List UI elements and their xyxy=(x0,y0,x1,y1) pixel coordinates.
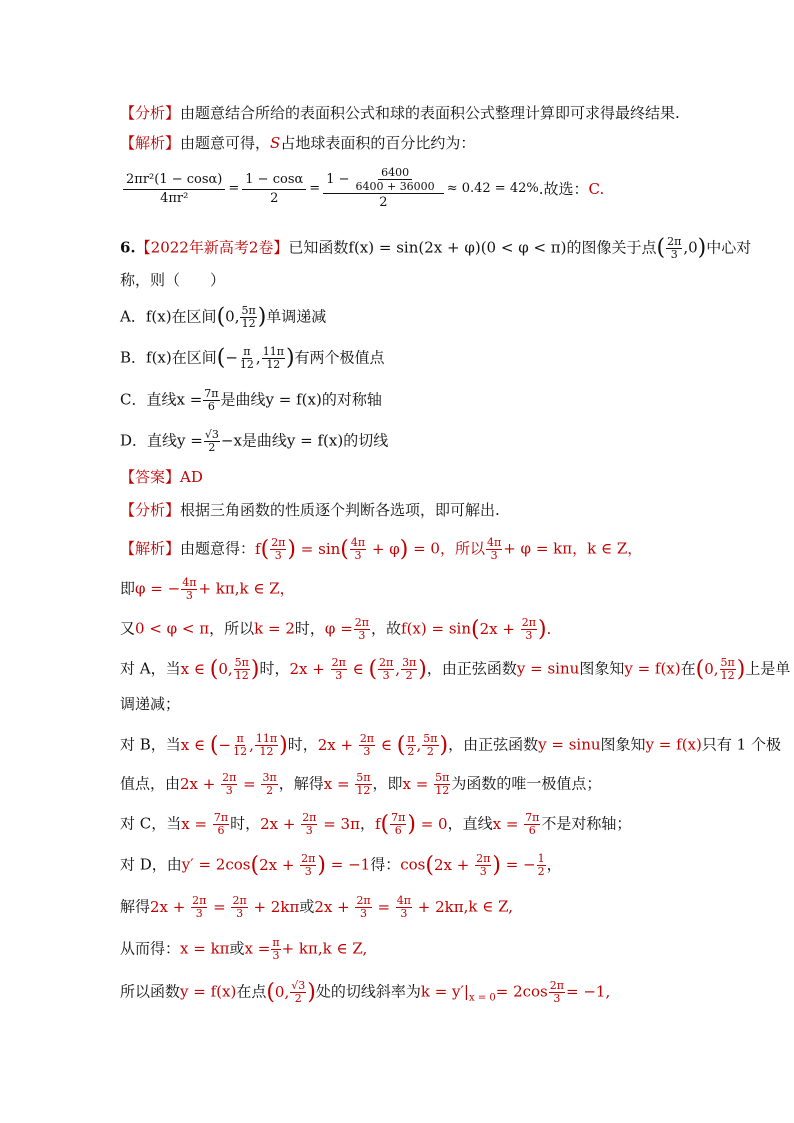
solution-step-a-cont: 调递减； xyxy=(120,695,181,713)
option-d: D．直线y = $\frac{√3}{2}$ −x是曲线y = f(x)的切线 xyxy=(120,428,389,454)
analysis-line-prev xyxy=(120,103,680,123)
answer-line: 【答案】AD xyxy=(120,468,203,486)
solution-step-3: 又0 < φ < π，所以k = 2时，φ = $\frac{2\pi}{3}$ ，故f(x) = sin(2x + $\frac{2\pi}{3}$ ). xyxy=(120,616,552,642)
option-c: C．直线x = $\frac{7\pi}{6}$ 是曲线y = f(x)的对称轴 xyxy=(120,387,382,413)
question-6-stem: 6.【2022年新高考2卷】已知函数f(x) = sin(2x + φ)(0 < φ < π)的图像关于点( $\frac{2\pi}{3}$ ,0)中心对 xyxy=(120,235,752,261)
fraction-1: $\frac{\text{2πr²(1 − cosα)}}{\text{4πr²}}$ xyxy=(123,171,225,208)
exam-source-tag: 【2022年新高考2卷】 xyxy=(135,238,289,257)
solution-step-1: 【解析】由题意得：f( $\frac{2\pi}{3}$ ) = sin( $\frac{4\pi}{3}$ + φ) = 0，所以 $\frac{4\pi}{3}$ + φ = kπ，k ∈ Z， xyxy=(120,536,643,562)
solution-step-d-3: 从而得：x = kπ或x = $\frac{\pi}{3}$ + kπ,k ∈ Z, xyxy=(120,936,368,962)
solution-step-b-cont: 值点，由2x + $\frac{2\pi}{3}$ = $\frac{3\pi}{2}$ ，解得x = $\frac{5\pi}{12}$ ，即x = $\frac{5\pi}{12}$ 为函数的唯一极值点； xyxy=(120,771,602,797)
analysis-line: 【分析】根据三角函数的性质逐个判断各选项，即可解出. xyxy=(120,501,500,519)
fraction-2: $\frac{1 - \cos\alpha}{2}$ xyxy=(242,171,306,208)
solution-step-d-4: 所以函数y = f(x)在点(0, $\frac{√3}{2}$ )处的切线斜率为$k = y'|_{x = 0}= 2\cos$ $\frac{2\pi}{3}$ = −1, xyxy=(120,979,611,1005)
percentage-formula: $\frac{\text{2πr²(1 − cosα)}}{\text{4πr²}}$ = $\frac{1 - \cos\alpha}{2}$ = 1 − $\frac{6400}{6400 + 36000}$ 2 ≈ 0.42 = 42% .故选： C. xyxy=(120,163,604,215)
approx-value: ≈ 0.42 = 42% xyxy=(446,181,539,196)
solution-text-2: 占地球表面积的百分比约为： xyxy=(280,134,476,152)
solution-line-prev xyxy=(120,133,475,153)
analysis-tag: 【分析】 xyxy=(120,104,181,122)
variable-s: S xyxy=(270,134,281,152)
solution-step-a: 对 A，当x ∈ (0, $\frac{5\pi}{12}$ )时，2x + $\frac{2\pi}{3}$ ∈ ( $\frac{2\pi}{3}$ , $\frac{3\pi}{2}$ )，由正弦函数y = sinu图象知y = f(x)在(0, $\frac{5\pi}{12}$ )上是单 xyxy=(120,656,791,682)
option-b: B．f(x)在区间(− $\frac{\pi}{12}$ , $\frac{11\pi}{12}$ )有两个极值点 xyxy=(120,345,385,371)
analysis-text: 由题意结合所给的表面积公式和球的表面积公式整理计算即可求得最终结果. xyxy=(180,104,680,122)
solution-step-2: 即φ = − $\frac{4\pi}{3}$ + kπ,k ∈ Z， xyxy=(120,576,295,602)
solution-step-d: 对 D，由y′ = 2cos(2x + $\frac{2\pi}{3}$ ) = −1得：cos(2x + $\frac{2\pi}{3}$ ) = − $\frac{1}{2}$ ， xyxy=(120,852,562,878)
solution-step-d-2: 解得2x + $\frac{2\pi}{3}$ = $\frac{2\pi}{3}$ + 2kπ或2x + $\frac{2\pi}{3}$ = $\frac{4\pi}{3}$ + 2kπ,k ∈ Z, xyxy=(120,894,514,920)
answer-value: AD xyxy=(180,468,203,486)
question-number: 6. xyxy=(120,238,136,257)
solution-tag: 【解析】 xyxy=(120,134,181,152)
answer-c: C. xyxy=(588,180,605,198)
fraction-3: 1 − $\frac{6400}{6400 + 36000}$ 2 xyxy=(323,166,444,212)
solution-step-c: 对 C，当x = $\frac{7\pi}{6}$ 时，2x + $\frac{2\pi}{3}$ = 3π，f( $\frac{7\pi}{6}$ ) = 0，直线x = $\frac{7\pi}{6}$ 不是对称轴； xyxy=(120,811,632,837)
option-a: A．f(x)在区间(0, $\frac{5\pi}{12}$ )单调递减 xyxy=(120,304,327,330)
question-6-stem-cont: 称，则（ ） xyxy=(120,271,226,289)
solution-text: 由题意可得， xyxy=(180,134,271,152)
solution-step-b: 对 B，当x ∈ (− $\frac{\pi}{12}$ , $\frac{11\pi}{12}$ )时，2x + $\frac{2\pi}{3}$ ∈ ( $\frac{\pi}{2}$ , $\frac{5\pi}{2}$ )，由正弦函数y = sinu图象知y = f(x)只有 1 个极 xyxy=(120,732,781,758)
